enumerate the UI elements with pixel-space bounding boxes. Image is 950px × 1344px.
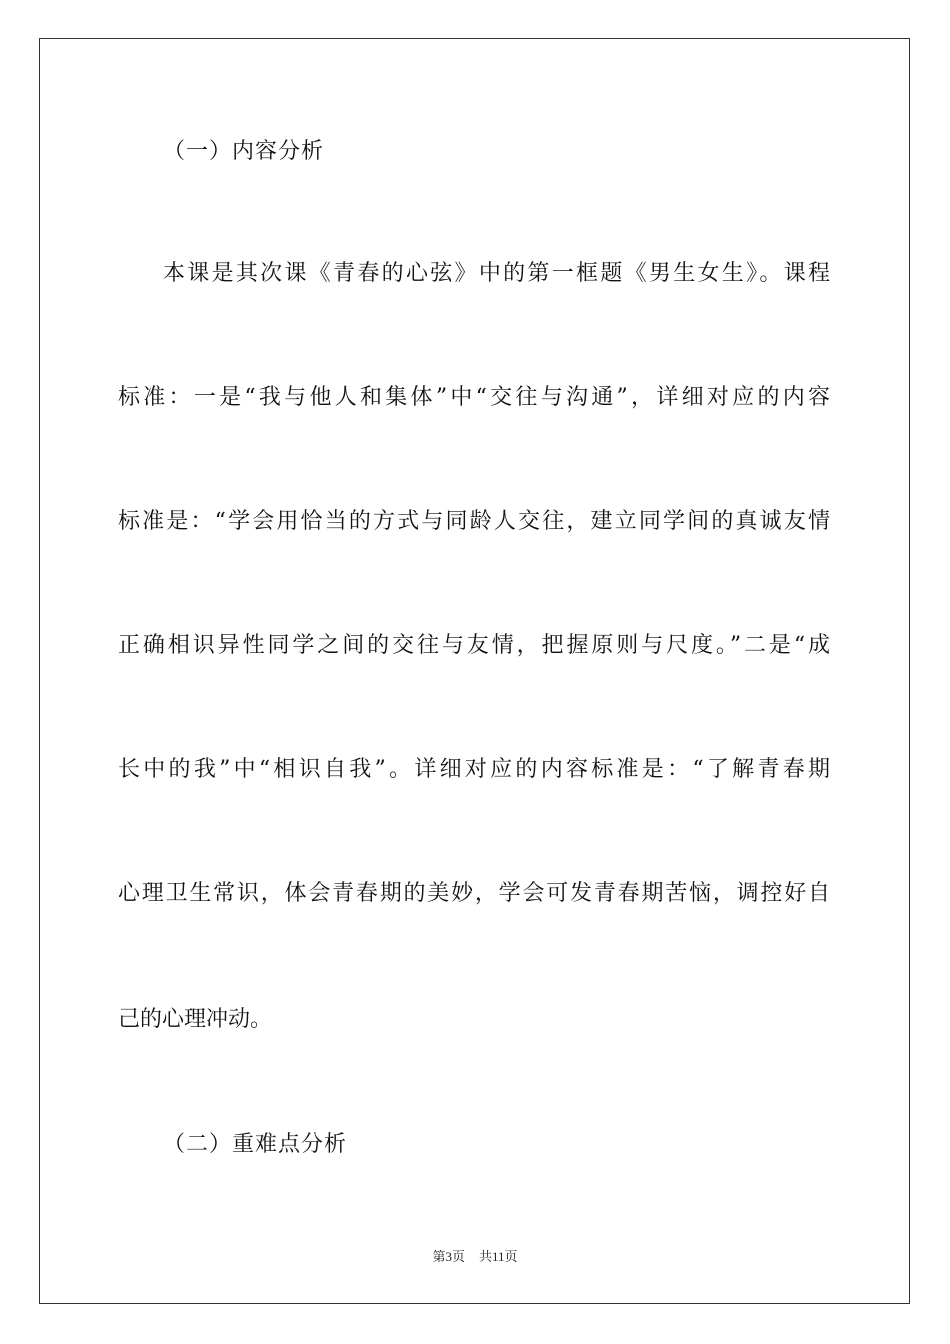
section-heading-key-difficulties: （二）重难点分析: [163, 1132, 348, 1157]
page-footer: [0, 1248, 950, 1266]
paragraph-line-2: 标准：一是“我与他人和集体”中“交往与沟通”，详细对应的内容: [118, 385, 830, 410]
page-border: [39, 38, 910, 1304]
total-pages: 共11页: [478, 1249, 518, 1264]
paragraph-line-5: 长中的我”中“相识自我”。详细对应的内容标准是：“了解青春期: [118, 757, 830, 782]
page-number: 第3页: [432, 1249, 465, 1264]
paragraph-line-3: 标准是：“学会用恰当的方式与同龄人交往，建立同学间的真诚友情: [118, 509, 830, 534]
paragraph-line-6: 心理卫生常识，体会青春期的美妙，学会可发青春期苦恼，调控好自: [118, 881, 830, 906]
paragraph-line-7: 己的心理冲动。: [118, 1007, 273, 1032]
paragraph-line-1: 本课是其次课《青春的心弦》中的第一框题《男生女生》。课程: [163, 261, 830, 286]
paragraph-line-4: 正确相识异性同学之间的交往与友情，把握原则与尺度。”二是“成: [118, 633, 830, 658]
section-heading-content-analysis: （一）内容分析: [163, 139, 325, 164]
